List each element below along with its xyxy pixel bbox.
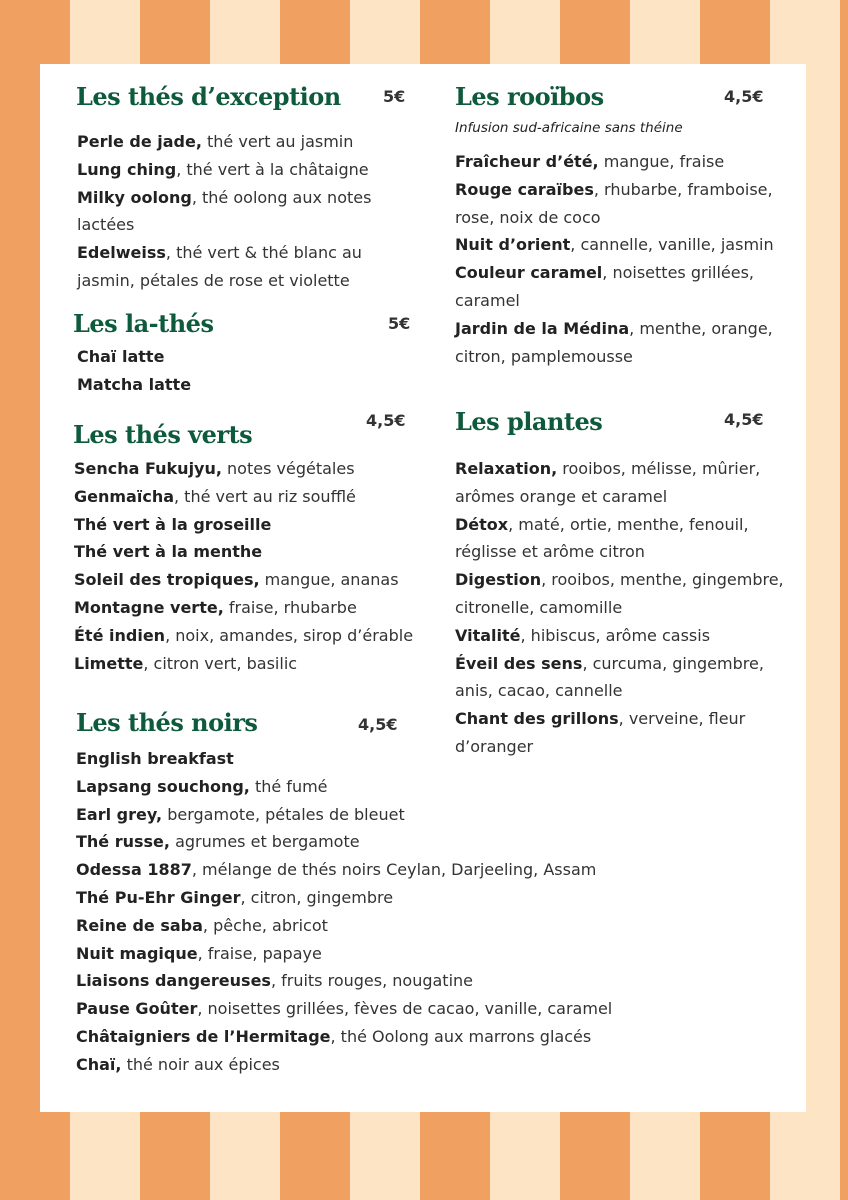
tea-list-noirs: [76, 745, 776, 1079]
tea-name: Soleil des tropiques,: [74, 570, 260, 590]
tea-item: [76, 884, 776, 912]
tea-name: Vitalité: [455, 625, 521, 645]
tea-item: [76, 773, 776, 801]
tea-description: , thé vert & thé blanc au jasmin, pétales de rose et violette: [77, 243, 362, 290]
tea-item: [76, 856, 776, 884]
tea-item: [77, 184, 397, 240]
tea-description: , citron, gingembre: [240, 887, 394, 907]
tea-name: Chaï,: [76, 1054, 122, 1074]
tea-list-lathes: [77, 343, 397, 399]
tea-list-verts: [74, 455, 434, 677]
tea-description: thé noir aux épices: [121, 1054, 280, 1074]
tea-item: [74, 538, 434, 566]
tea-description: , rooibos, menthe, gingembre, citronelle, camomille: [455, 570, 784, 617]
tea-list-exception: [77, 128, 397, 295]
tea-name: Détox: [455, 514, 509, 534]
tea-name: Pause Goûter: [76, 999, 198, 1019]
section-subtitle-rooibos: Infusion sud-africaine sans théine: [455, 120, 683, 136]
tea-name: Lapsang souchong,: [76, 776, 250, 796]
section-price-rooibos: 4,5€: [724, 87, 764, 106]
tea-description: mangue, ananas: [259, 570, 399, 590]
tea-name: Limette: [74, 653, 144, 673]
tea-description: , noisettes grillées, fèves de cacao, vanille, caramel: [197, 999, 613, 1019]
tea-name: Éveil des sens: [455, 653, 583, 673]
tea-description: mangue, fraise: [598, 152, 725, 171]
tea-item: [74, 594, 434, 622]
tea-name: Milky oolong: [77, 187, 192, 207]
tea-description: , pêche, abricot: [202, 915, 328, 935]
section-title-plantes: Les plantes: [455, 407, 603, 436]
tea-name: Sencha Fukujyu,: [74, 459, 222, 478]
tea-name: Earl grey,: [76, 804, 163, 824]
tea-name: Jardin de la Médina: [455, 318, 630, 338]
tea-name: Digestion: [455, 570, 542, 590]
tea-name: Nuit d’orient: [455, 235, 571, 255]
tea-name: Odessa 1887: [76, 860, 192, 880]
tea-item: [455, 511, 795, 567]
tea-item: [455, 650, 795, 706]
tea-description: , thé Oolong aux marrons glacés: [330, 1026, 592, 1046]
tea-item: [455, 705, 795, 761]
tea-description: , curcuma, gingembre, anis, cacao, cannelle: [455, 653, 764, 701]
section-title-exception: Les thés d’exception: [76, 82, 341, 111]
tea-description: , mélange de thés noirs Ceylan, Darjeeling, Assam: [191, 860, 597, 880]
tea-name: Été indien: [74, 625, 166, 645]
tea-name: Lung ching: [77, 159, 177, 179]
tea-name: Liaisons dangereuses: [76, 971, 271, 991]
section-price-lathes: 5€: [388, 314, 411, 333]
tea-name: Nuit magique: [76, 943, 198, 963]
tea-name: English breakfast: [76, 749, 234, 768]
tea-description: , maté, ortie, menthe, fenouil, réglisse et arôme citron: [455, 514, 749, 562]
tea-description: , menthe, orange, citron, pamplemousse: [455, 318, 773, 366]
tea-item: [455, 315, 795, 371]
tea-item: [76, 1051, 776, 1079]
tea-description: , cannelle, vanille, jasmin: [570, 235, 774, 255]
tea-item: [455, 176, 795, 232]
tea-name: Thé Pu-Ehr Ginger: [76, 887, 241, 907]
tea-name: Edelweiss: [77, 243, 166, 263]
tea-item: [76, 995, 776, 1023]
tea-item: [76, 1023, 776, 1051]
tea-description: , noisettes grillées, caramel: [455, 263, 755, 310]
section-title-lathes: Les la-thés: [73, 309, 214, 338]
tea-name: Chaï latte: [77, 347, 165, 366]
tea-description: , hibiscus, arôme cassis: [520, 625, 711, 645]
tea-item: [74, 455, 434, 483]
tea-name: Fraîcheur d’été,: [455, 152, 599, 171]
tea-item: [76, 940, 776, 968]
tea-description: , fruits rouges, nougatine: [270, 971, 473, 991]
tea-description: , noix, amandes, sirop d’érable: [165, 625, 414, 645]
tea-name: Montagne verte,: [74, 597, 224, 617]
tea-name: Relaxation,: [455, 459, 558, 478]
tea-name: Matcha latte: [77, 374, 192, 394]
tea-item: [77, 343, 397, 371]
tea-item: [77, 156, 397, 184]
tea-item: [76, 801, 776, 829]
section-title-noirs: Les thés noirs: [76, 708, 258, 737]
tea-description: , fraise, papaye: [197, 943, 322, 963]
tea-name: Genmaïcha: [74, 486, 174, 506]
tea-description: fraise, rhubarbe: [223, 597, 357, 617]
tea-name: Thé vert à la menthe: [74, 542, 263, 562]
tea-description: thé vert au jasmin: [201, 132, 354, 151]
tea-list-rooibos: [455, 148, 795, 370]
tea-name: Thé russe,: [76, 832, 170, 852]
tea-item: [74, 483, 434, 511]
section-title-rooibos: Les rooïbos: [455, 82, 604, 111]
tea-item: [74, 566, 434, 594]
tea-item: [455, 622, 795, 650]
tea-item: [77, 128, 397, 156]
tea-item: [76, 912, 776, 940]
tea-description: rooibos, mélisse, mûrier, arômes orange et caramel: [455, 459, 761, 506]
tea-name: Couleur caramel: [455, 263, 603, 283]
tea-description: thé fumé: [249, 776, 328, 796]
tea-name: Chant des grillons: [455, 709, 619, 729]
tea-item: [77, 239, 397, 295]
tea-item: [76, 967, 776, 995]
section-price-noirs: 4,5€: [358, 715, 398, 734]
tea-description: , thé oolong aux notes lactées: [77, 187, 372, 235]
tea-description: , verveine, fleur d’oranger: [455, 709, 746, 756]
tea-item: [77, 371, 397, 399]
tea-description: agrumes et bergamote: [169, 832, 360, 852]
tea-list-plantes: [455, 455, 795, 761]
tea-item: [455, 259, 795, 315]
tea-item: [74, 511, 434, 539]
tea-description: bergamote, pétales de bleuet: [162, 804, 405, 824]
tea-description: , citron vert, basilic: [143, 653, 298, 673]
tea-name: Rouge caraïbes: [455, 179, 594, 199]
tea-item: [74, 650, 434, 678]
tea-name: Reine de saba: [76, 915, 203, 935]
tea-item: [74, 622, 434, 650]
section-price-verts: 4,5€: [366, 411, 406, 430]
section-price-plantes: 4,5€: [724, 410, 764, 429]
tea-item: [455, 231, 795, 259]
tea-name: Thé vert à la groseille: [74, 514, 272, 534]
tea-item: [455, 566, 795, 622]
tea-item: [76, 828, 776, 856]
tea-description: , thé vert à la châtaigne: [176, 159, 369, 179]
tea-item: [455, 455, 795, 511]
section-title-verts: Les thés verts: [73, 420, 253, 449]
tea-name: Châtaigniers de l’Hermitage: [76, 1026, 331, 1046]
tea-name: Perle de jade,: [77, 132, 202, 151]
tea-description: , thé vert au riz soufflé: [174, 486, 356, 506]
section-price-exception: 5€: [383, 87, 406, 106]
tea-description: notes végétales: [221, 459, 355, 478]
tea-item: [455, 148, 795, 176]
tea-description: , rhubarbe, framboise, rose, noix de coco: [455, 179, 773, 227]
